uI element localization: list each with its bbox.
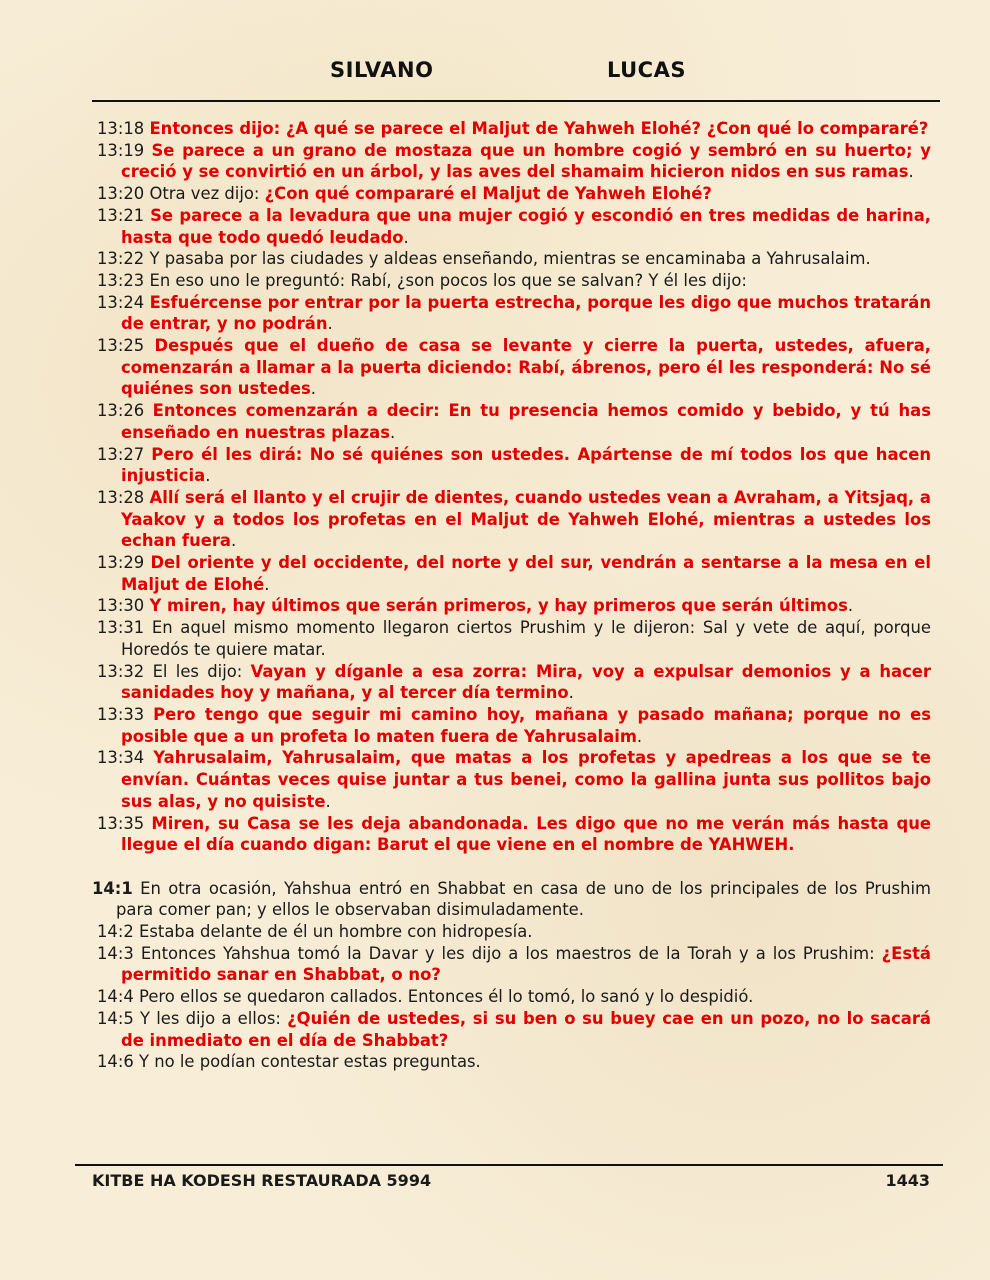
verse-words-of-yahshua: Entonces comenzarán a decir: En tu presencia hemos comido y bebido, y tú has enseñado en nuestras plazas [121, 401, 931, 442]
verse-words-of-yahshua: Pero él les dirá: No sé quiénes son ustedes. Apártense de mí todos los que hacen injusticia [121, 444, 932, 486]
verse-number: 14:3 [97, 943, 134, 963]
verse-text: Pero ellos se quedaron callados. Entonces él lo tomó, lo sanó y lo despidió. [139, 987, 754, 1007]
verse-number: 13:29 [97, 553, 145, 573]
verse-text: Y les dijo a ellos: [140, 1008, 281, 1028]
verse-13-31 [97, 617, 931, 660]
verse-number: 13:24 [97, 292, 145, 312]
verse-list [92, 118, 932, 1073]
verse-13-32 [97, 661, 931, 704]
verse-13-19 [97, 140, 931, 183]
verse-13-20 [97, 183, 931, 205]
verse-punctuation: . [390, 422, 396, 442]
verse-number: 13:23 [97, 270, 145, 290]
verse-punctuation: . [403, 227, 409, 247]
verse-punctuation: . [636, 726, 643, 746]
verse-number: 14:4 [97, 987, 134, 1007]
verse-punctuation: . [325, 791, 331, 811]
verse-number: 13:20 [97, 184, 145, 204]
verse-number: 14:6 [97, 1052, 134, 1072]
verse-13-21 [97, 205, 931, 248]
verse-words-of-yahshua: Se parece a un grano de mostaza que un hombre cogió y sembró en su huerto; y creció y se convirtió en un árbol, y las aves del shamaim hicieron nidos en sus ramas [121, 140, 931, 182]
verse-words-of-yahshua: Yahrusalaim, Yahrusalaim, que matas a los profetas y apedreas a los que se te envían. Cuántas veces quise juntar a tus benei, como la gallina junta sus pollitos bajo sus alas, y no quisiste [121, 748, 931, 811]
verse-13-29 [97, 552, 931, 595]
verse-punctuation: . [205, 466, 211, 486]
verse-words-of-yahshua: Esfuércense por entrar por la puerta estrecha, porque les digo que muchos tratarán de entrar, y no podrán [121, 292, 931, 334]
verse-14-5 [97, 1008, 931, 1051]
verse-number: 14:5 [97, 1008, 134, 1028]
verse-13-35 [97, 813, 931, 856]
verse-13-34 [97, 747, 931, 812]
verse-13-28 [97, 487, 931, 552]
verse-number: 13:28 [97, 487, 145, 507]
verse-punctuation: . [568, 683, 574, 703]
verse-number: 13:32 [97, 661, 145, 681]
verse-words-of-yahshua: ¿Está permitido sanar en Shabbat, o no? [121, 943, 931, 985]
verse-14-3 [97, 943, 931, 986]
verse-number: 13:22 [97, 249, 145, 269]
verse-words-of-yahshua: ¿Con qué compararé el Maljut de Yahweh Elohé? [264, 184, 712, 204]
verse-number: 13:18 [97, 119, 145, 138]
verse-13-30 [97, 595, 931, 617]
header-rule [92, 100, 940, 102]
verse-number: 13:27 [97, 444, 145, 464]
footer-rule [75, 1164, 943, 1166]
verse-text: Estaba delante de él un hombre con hidropesía. [139, 922, 533, 941]
verse-text: En otra ocasión, Yahshua entró en Shabbat en casa de uno de los principales de los Prushim para comer pan; y ellos le observaban disimuladamente. [116, 878, 931, 920]
verse-words-of-yahshua: Del oriente y del occidente, del norte y del sur, vendrán a sentarse a la mesa en el Maljut de Elohé [121, 553, 931, 594]
verse-13-33 [97, 704, 931, 747]
verse-13-25 [97, 335, 931, 400]
verse-text: En eso uno le preguntó: Rabí, ¿son pocos los que se salvan? Y él les dijo: [149, 270, 747, 290]
page-footer [92, 1171, 930, 1193]
verse-punctuation: . [310, 379, 316, 399]
footer-book-title: KITBE HA KODESH RESTAURADA 5994 [92, 1171, 432, 1190]
header-book: LUCAS [607, 58, 686, 82]
verse-number: 13:33 [97, 704, 145, 724]
verse-number: 13:34 [97, 748, 145, 768]
verse-number: 13:30 [97, 596, 145, 616]
verse-number: 13:21 [97, 205, 145, 225]
verse-number: 14:2 [97, 922, 134, 941]
verse-words-of-yahshua: Y miren, hay últimos que serán primeros, y hay primeros que serán últimos [149, 596, 848, 616]
verse-text: En aquel mismo momento llegaron ciertos Prushim y le dijeron: Sal y vete de aquí, porque Horedós te quiere matar. [121, 618, 931, 659]
page-header [0, 58, 990, 92]
verse-punctuation: . [908, 162, 914, 182]
verse-14-2 [97, 921, 931, 943]
verse-text: Y no le podían contestar estas preguntas. [139, 1052, 481, 1072]
verse-words-of-yahshua: Después que el dueño de casa se levante y cierre la puerta, ustedes, afuera, comenzarán a llamar a la puerta diciendo: Rabí, ábrenos, pero él les responderá: No sé quiénes son ustedes [121, 336, 931, 399]
verse-14-1 [92, 878, 931, 921]
verse-text: Entonces Yahshua tomó la Davar y les dijo a los maestros de la Torah y a los Prushim: [140, 943, 875, 963]
verse-text: El les dijo: [152, 661, 243, 681]
verse-number: 13:35 [97, 813, 145, 833]
verse-13-22 [97, 248, 931, 270]
verse-14-6 [97, 1051, 931, 1073]
verse-text: Y pasaba por las ciudades y aldeas enseñando, mientras se encaminaba a Yahrusalaim. [149, 249, 871, 269]
verse-number: 13:19 [97, 140, 145, 160]
verse-punctuation: . [847, 596, 854, 616]
verse-13-18 [97, 118, 931, 140]
verse-words-of-yahshua: Se parece a la levadura que una mujer cogió y escondió en tres medidas de harina, hasta que todo quedó leudado [121, 205, 931, 247]
verse-words-of-yahshua: Allí será el llanto y el crujir de dientes, cuando ustedes vean a Avraham, a Yitsjaq, a Yaakov y a todos los profetas en el Maljut de Yahweh Elohé, mientras a ustedes los echan fuera [121, 487, 931, 551]
verse-13-24 [97, 292, 931, 335]
verse-words-of-yahshua: Miren, su Casa se les deja abandonada. Les digo que no me verán más hasta que llegue el día cuando digan: Barut el que viene en el nombre de YAHWEH. [121, 813, 931, 855]
verse-13-26 [97, 400, 931, 443]
verse-number: 13:26 [97, 401, 145, 421]
verse-number: 13:25 [97, 336, 145, 356]
page-number: 1443 [885, 1171, 930, 1190]
verse-words-of-yahshua: Pero tengo que seguir mi camino hoy, mañana y pasado mañana; porque no es posible que a un profeta lo maten fuera de Yahrusalaim [121, 704, 931, 746]
verse-punctuation: . [327, 314, 333, 334]
header-author: SILVANO [330, 58, 434, 82]
verse-punctuation: . [231, 531, 237, 551]
verse-number: 13:31 [97, 618, 145, 638]
verse-13-23 [97, 270, 931, 292]
chapter-verse-number: 14:1 [92, 878, 133, 898]
verse-words-of-yahshua: Vayan y díganle a esa zorra: Mira, voy a expulsar demonios y a hacer sanidades hoy y mañana, y al tercer día termino [121, 661, 931, 703]
verse-13-27 [97, 444, 931, 487]
verse-text: Otra vez dijo: [149, 184, 260, 204]
verse-words-of-yahshua: Entonces dijo: ¿A qué se parece el Maljut de Yahweh Elohé? ¿Con qué lo compararé? [149, 119, 929, 138]
verse-words-of-yahshua: ¿Quién de ustedes, si su ben o su buey cae en un pozo, no lo sacará de inmediato en el día de Shabbat? [121, 1008, 931, 1050]
verse-14-4 [97, 986, 931, 1008]
verse-punctuation: . [264, 574, 270, 594]
